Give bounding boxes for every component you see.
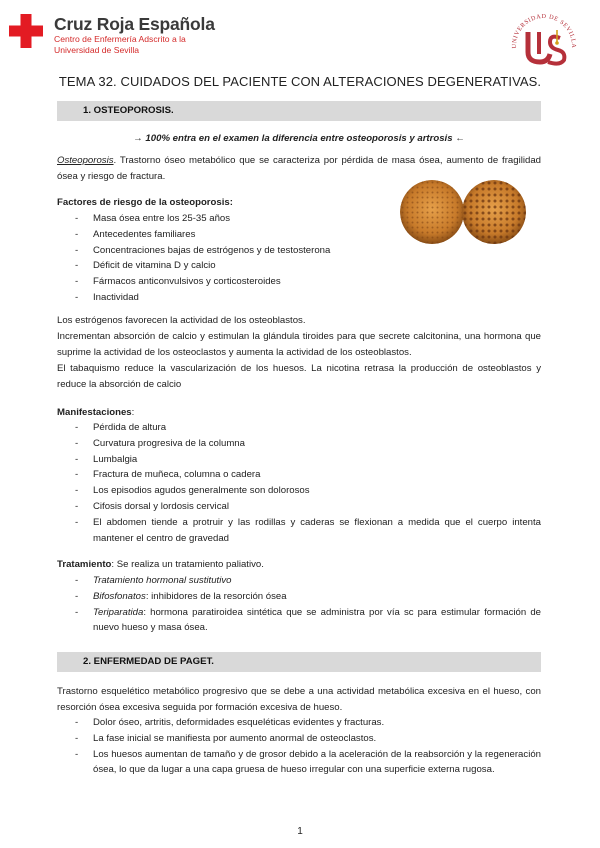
- paragraph: Trastorno esquelético metabólico progresivo que se debe a una actividad metabólica excesiva en el hueso, con resorción ósea excesiva seguida por formación excesiva de hueso.: [57, 686, 541, 713]
- list-item: - Curvatura progresiva de la columna: [57, 436, 541, 452]
- list-item: - Antecedentes familiares: [57, 227, 401, 243]
- manifestations-title: Manifestaciones:: [57, 407, 135, 418]
- brand-subtitle-2: Universidad de Sevilla: [54, 44, 140, 55]
- red-cross-logo-icon: [9, 14, 43, 48]
- section-heading-label: 2. ENFERMEDAD DE PAGET.: [83, 656, 214, 667]
- list-item: - Concentraciones bajas de estrógenos y de testosterona: [57, 243, 401, 259]
- paragraph: Los estrógenos favorecen la actividad de los osteoblastos.: [57, 315, 306, 326]
- section-heading-osteoporosis: [57, 101, 541, 121]
- risk-factors-list: [57, 211, 401, 306]
- list-item: - Déficit de vitamina D y calcio: [57, 258, 401, 274]
- paragraph: El tabaquismo reduce la vascularización de los huesos. La nicotina retrasa la producción de osteoblastos y reduce la absorción de calcio: [57, 363, 541, 390]
- list-item: - Los episodios agudos generalmente son dolorosos: [57, 483, 541, 499]
- page-header: [0, 0, 600, 70]
- list-item: - Masa ósea entre los 25-35 años: [57, 211, 401, 227]
- brand-name: Cruz Roja Española: [54, 14, 215, 34]
- brand-block: [54, 14, 215, 55]
- list-item: - Fractura de muñeca, columna o cadera: [57, 467, 541, 483]
- exam-note: → 100% entra en el examen la diferencia entre osteoporosis y artrosis ←: [133, 133, 465, 144]
- list-item: - Pérdida de altura: [57, 420, 541, 436]
- list-item: - Lumbalgia: [57, 452, 541, 468]
- paget-list: [57, 715, 541, 778]
- page-title: TEMA 32. CUIDADOS DEL PACIENTE CON ALTERACIONES DEGENERATIVAS.: [58, 74, 542, 89]
- osteoporotic-bone-image: [462, 180, 526, 244]
- list-item: - Fármacos anticonvulsivos y corticosteroides: [57, 274, 401, 290]
- list-item: - Los huesos aumentan de tamaño y de grosor debido a la aceleración de la reabsorción y la regeneración ósea, lo que da lugar a una capa gruesa de hueso irregular con una superficie externa rugosa.: [57, 747, 541, 779]
- risk-factors-title: Factores de riesgo de la osteoporosis:: [57, 197, 233, 208]
- list-item: - Inactividad: [57, 290, 401, 306]
- treatment-list: [57, 573, 541, 636]
- list-item: - Dolor óseo, artritis, deformidades esqueléticas evidentes y fracturas.: [57, 715, 541, 731]
- list-item: - Teriparatida: hormona paratiroidea sintética que se administra por vía sc para estimular formación de nuevo hueso y masa ósea.: [57, 605, 541, 637]
- list-item: - El abdomen tiende a protruir y las rodillas y caderas se flexionan a medida que el cuerpo intenta mantener el centro de gravedad: [57, 515, 541, 547]
- list-item: - Tratamiento hormonal sustitutivo: [57, 573, 541, 589]
- brand-subtitle-1: Centro de Enfermería Adscrito a la: [54, 34, 186, 44]
- university-seal-logo: [508, 8, 580, 70]
- normal-bone-image: [400, 180, 464, 244]
- treatment-label: Tratamiento: [57, 559, 112, 570]
- treatment-text: : Se realiza un tratamiento paliativo.: [111, 559, 264, 570]
- definition-paragraph: [57, 153, 541, 185]
- manifestations-list: [57, 420, 541, 546]
- svg-text:UNIVERSIDAD DE SEVILLA: UNIVERSIDAD DE SEVILLA: [510, 12, 578, 49]
- list-item: - Cifosis dorsal y lordosis cervical: [57, 499, 541, 515]
- list-item: - La fase inicial se manifiesta por aumento anormal de osteoclastos.: [57, 731, 541, 747]
- list-item: - Bifosfonatos: inhibidores de la resorción ósea: [57, 589, 541, 605]
- section-heading-label: 1. OSTEOPOROSIS.: [83, 105, 174, 116]
- page-number: 1: [297, 826, 303, 837]
- definition-text: . Trastorno óseo metabólico que se caracteriza por pérdida de masa ósea, aumento de fragilidad ósea y riesgo de fractura.: [57, 155, 541, 182]
- section-heading-paget: [57, 652, 541, 672]
- paragraph: Incrementan absorción de calcio y estimulan la glándula tiroides para que secrete calcitonina, una hormona que suprime la actividad de los osteoclastos y aumenta la actividad de los osteoblastos.: [57, 331, 541, 358]
- definition-term: Osteoporosis: [57, 155, 114, 166]
- treatment-paragraph: [57, 557, 541, 573]
